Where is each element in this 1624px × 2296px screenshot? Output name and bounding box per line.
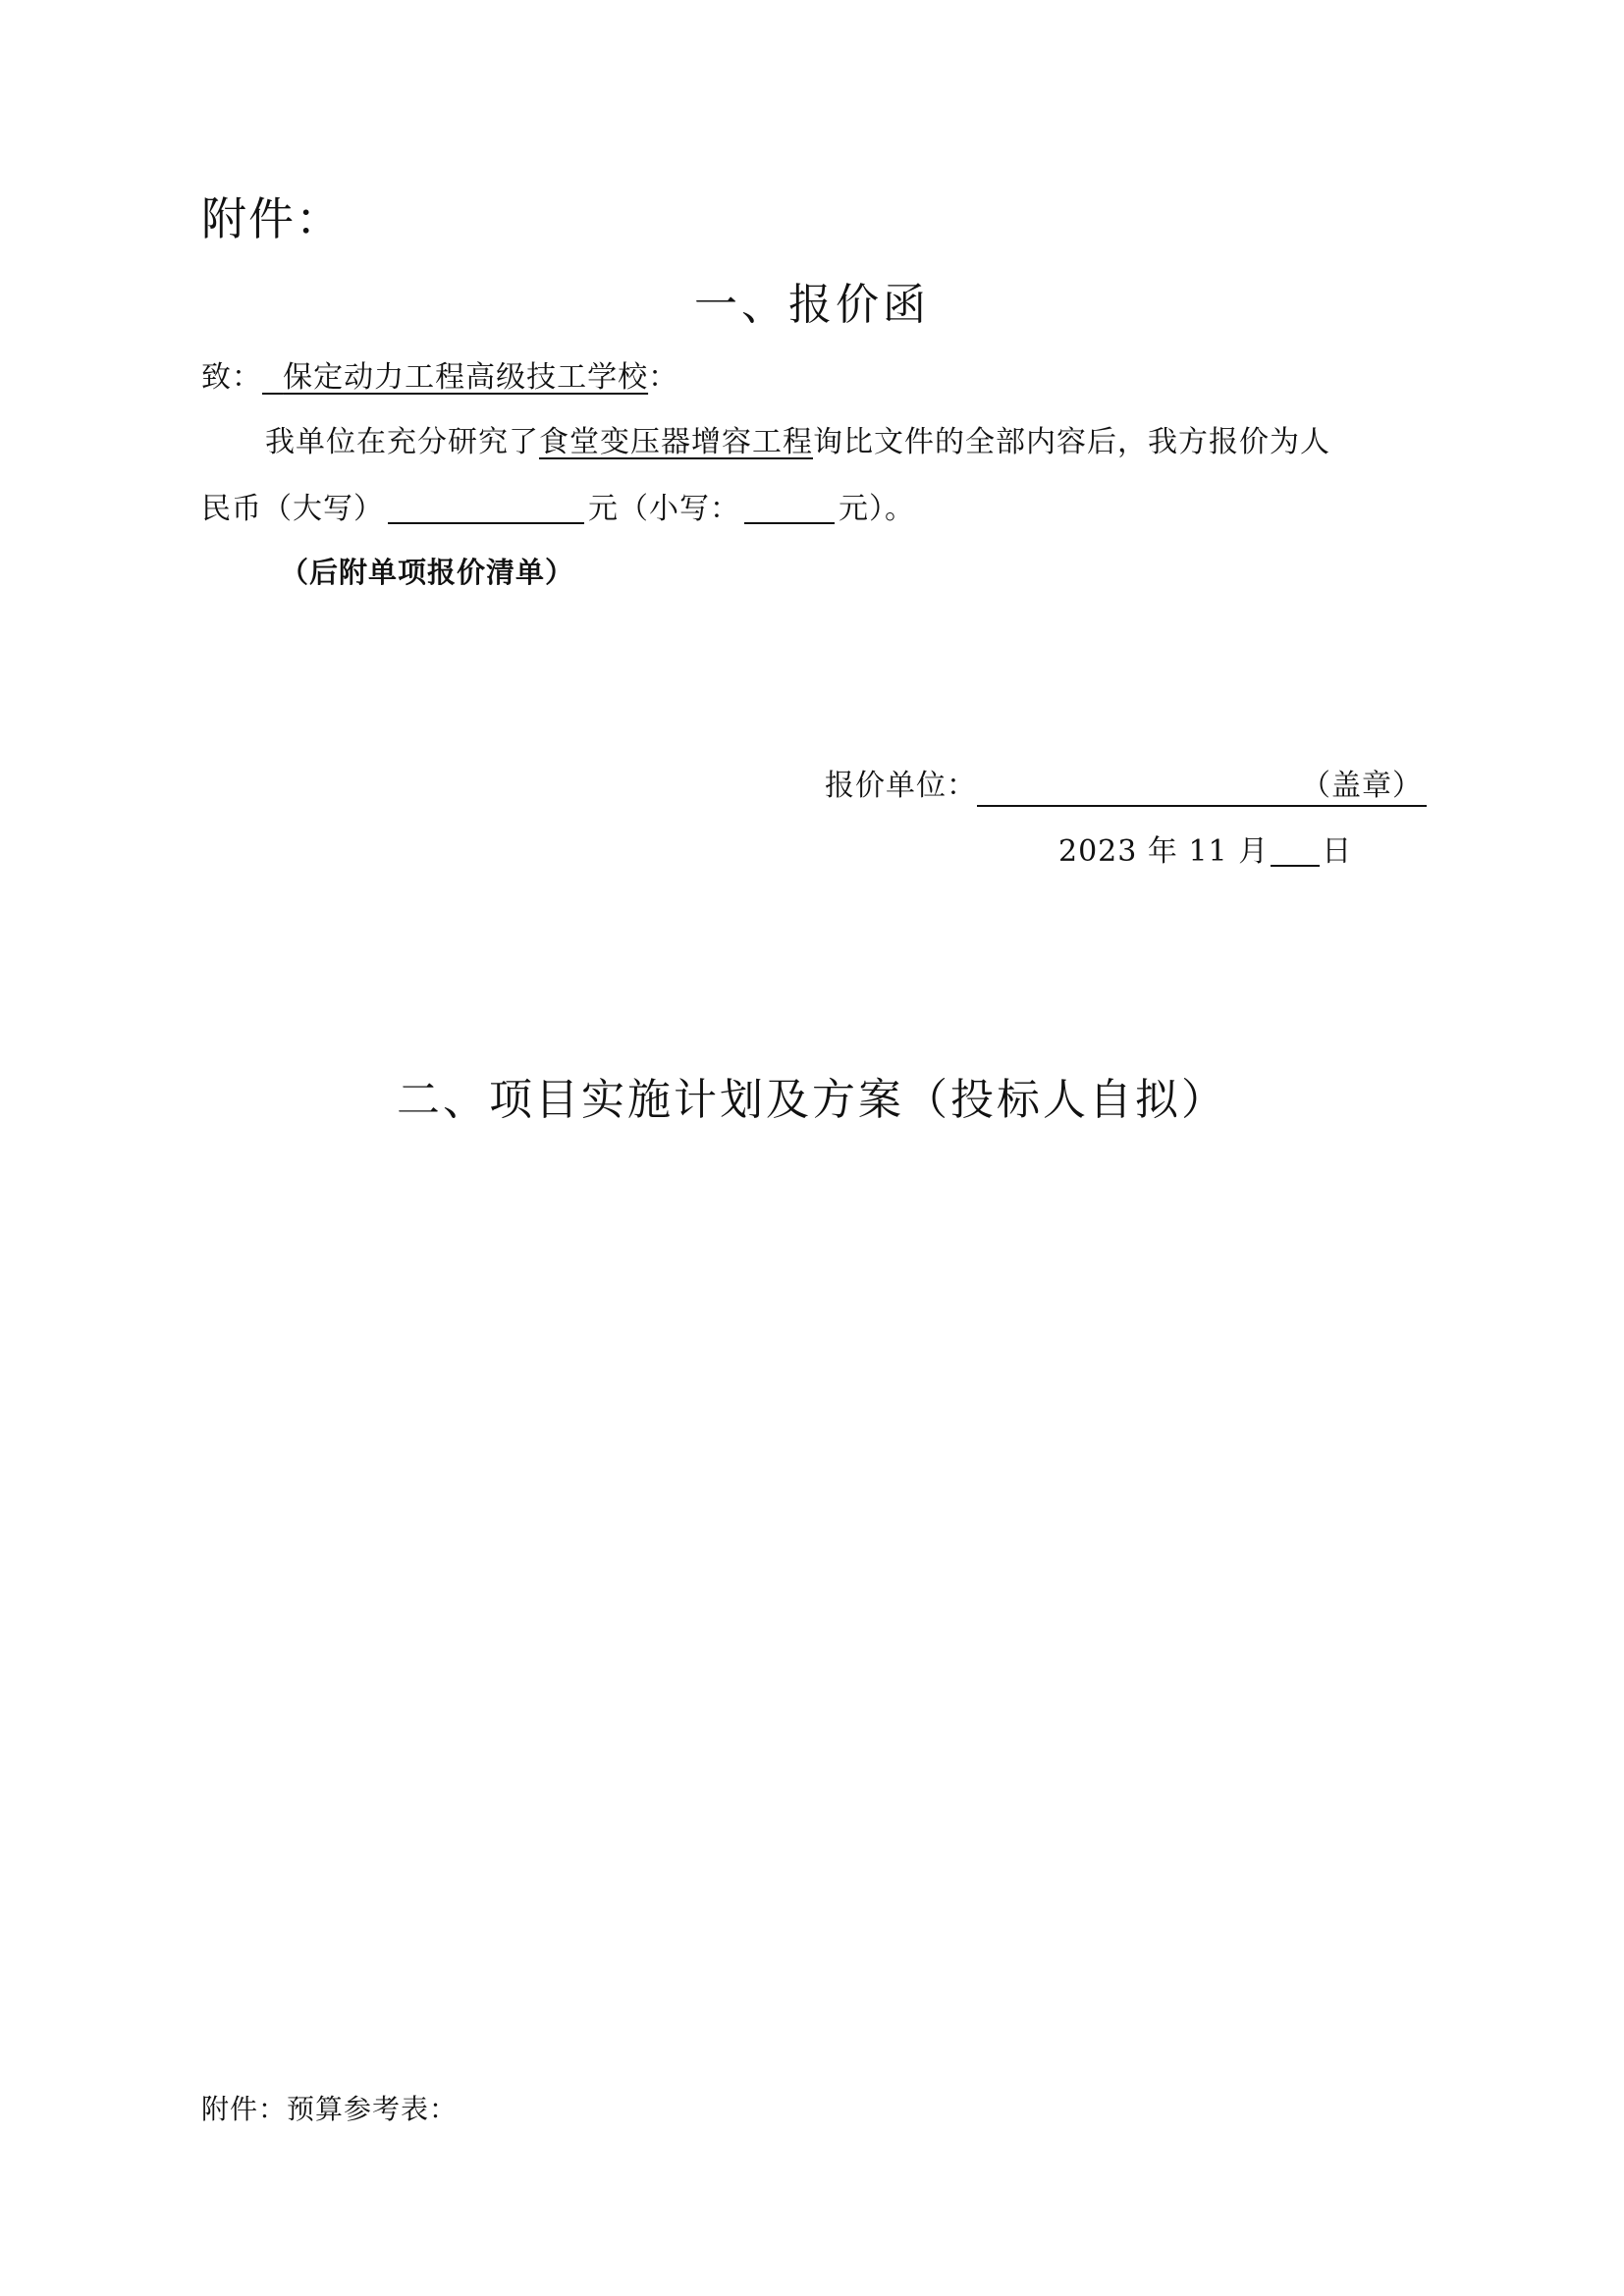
body-paragraph-line-2: [201, 488, 915, 531]
date-day-blank: [1271, 831, 1320, 867]
amount-numeric-label: 元（小写：: [588, 492, 740, 526]
attached-list-note: （后附单项报价清单）: [280, 556, 575, 589]
amount-numeric-blank: [744, 489, 835, 524]
addressee-name: [262, 360, 648, 395]
amount-capital-label: 民币（大写）: [201, 492, 384, 526]
section-title-quotation-letter: 一、报价函: [694, 280, 930, 330]
date-year: 2023: [1058, 834, 1138, 869]
addressee-suffix: ：: [648, 360, 679, 395]
date-month: 11: [1188, 834, 1228, 869]
project-name: 食堂变压器增容工程: [539, 425, 813, 459]
body-paragraph-line-1: [265, 421, 1330, 464]
addressee-line: [201, 356, 678, 400]
attachment-heading: 附件：: [201, 192, 343, 245]
body-text-end: 询比文件的全部内容后，我方报价为人: [813, 425, 1330, 459]
section-title-implementation-plan: 二、项目实施计划及方案（投标人自拟）: [397, 1075, 1227, 1125]
date-day-unit: 日: [1322, 834, 1353, 869]
date-month-unit: 月: [1238, 834, 1270, 869]
footer-attachment-label: 附件：预算参考表：: [201, 2093, 459, 2125]
amount-end: 元）。: [839, 492, 915, 526]
date-line: [1058, 830, 1352, 874]
seal-label: （盖章）: [1301, 769, 1423, 803]
signature-blank: [977, 768, 1427, 807]
date-year-unit: 年: [1147, 834, 1178, 869]
signature-label: 报价单位：: [825, 769, 977, 803]
addressee-name-text: 保定动力工程高级技工学校: [283, 360, 649, 395]
body-text-start: 我单位在充分研究了: [265, 425, 539, 459]
amount-capital-blank: [388, 489, 584, 524]
signature-line: [825, 765, 1427, 808]
addressee-prefix: 致：: [201, 360, 262, 395]
